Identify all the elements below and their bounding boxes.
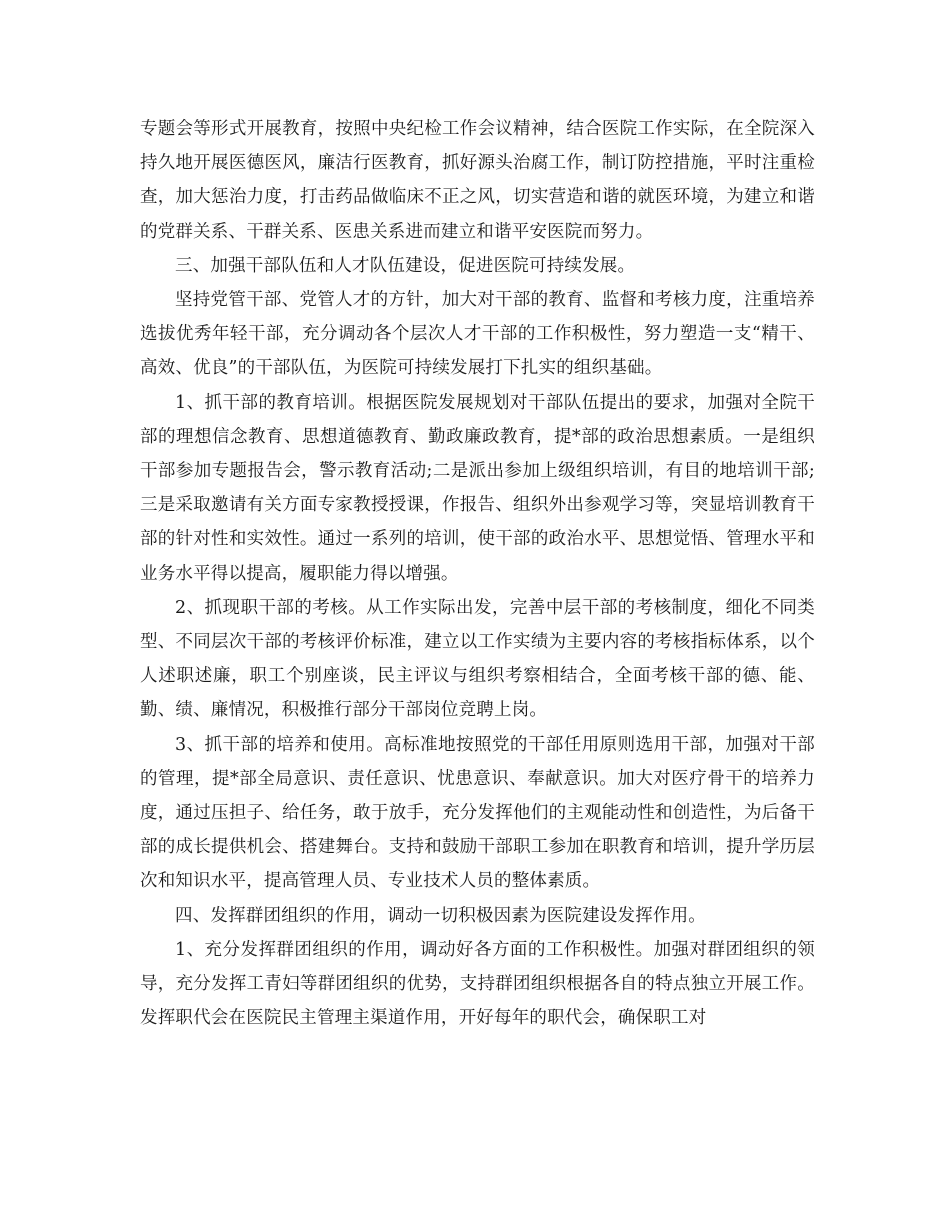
paragraph-continuation: 专题会等形式开展教育，按照中央纪检工作会议精神，结合医院工作实际，在全院深入持久地开展医德医风，廉洁行医教育，抓好源头治腐工作，制订防控措施，平时注重检查，加大惩治力度，打击药品做临床不正之风，切实营造和谐的就医环境，为建立和谐的党群关系、干群关系、医患关系进而建立和谐平安医院而努力。 <box>140 119 815 242</box>
document-body <box>140 112 815 1035</box>
list-item-1: 1、抓干部的教育培训。根据医院发展规划对干部队伍提出的要求，加强对全院干部的理想信念教育、思想道德教育、勤政廉政教育，提*部的政治思想素质。一是组织干部参加专题报告会，警示教育活动;二是派出参加上级组织培训，有目的地培训干部;三是采取邀请有关方面专家教授授课，作报告、组织外出参观学习等，突显培训教育干部的针对性和实效性。通过一系列的培训，使干部的政治水平、思想觉悟、管理水平和业务水平得以提高，履职能力得以增强。 <box>140 392 815 584</box>
section-heading-4: 四、发挥群团组织的作用，调动一切积极因素为医院建设发挥作用。 <box>175 905 706 926</box>
section-heading-3: 三、加强干部队伍和人才队伍建设，促进医院可持续发展。 <box>175 255 636 276</box>
list-item-1-section-4: 1、充分发挥群团组织的作用，调动好各方面的工作积极性。加强对群团组织的领导，充分发挥工青妇等群团组织的优势，支持群团组织根据各自的特点独立开展工作。发挥职代会在医院民主管理主渠道作用，开好每年的职代会，确保职工对 <box>140 939 815 1029</box>
list-item-3: 3、抓干部的培养和使用。高标准地按照党的干部任用原则选用干部，加强对干部的管理，提*部全局意识、责任意识、忧患意识、奉献意识。加大对医疗骨干的培养力度，通过压担子、给任务，敢于放手，充分发挥他们的主观能动性和创造性，为后备干部的成长提供机会、搭建舞台。支持和鼓励干部职工参加在职教育和培训，提升学历层次和知识水平，提高管理人员、专业技术人员的整体素质。 <box>140 734 815 892</box>
list-item-2: 2、抓现职干部的考核。从工作实际出发，完善中层干部的考核制度，细化不同类型、不同层次干部的考核评价标准，建立以工作实绩为主要内容的考核指标体系，以个人述职述廉，职工个别座谈，民主评议与组织考察相结合，全面考核干部的德、能、勤、绩、廉情况，积极推行部分干部岗位竞聘上岗。 <box>140 597 815 721</box>
paragraph: 坚持党管干部、党管人才的方针，加大对干部的教育、监督和考核力度，注重培养选拔优秀年轻干部，充分调动各个层次人才干部的工作积极性，努力塑造一支“精干、高效、优良”的干部队伍，为医院可持续发展打下扎实的组织基础。 <box>140 290 815 379</box>
